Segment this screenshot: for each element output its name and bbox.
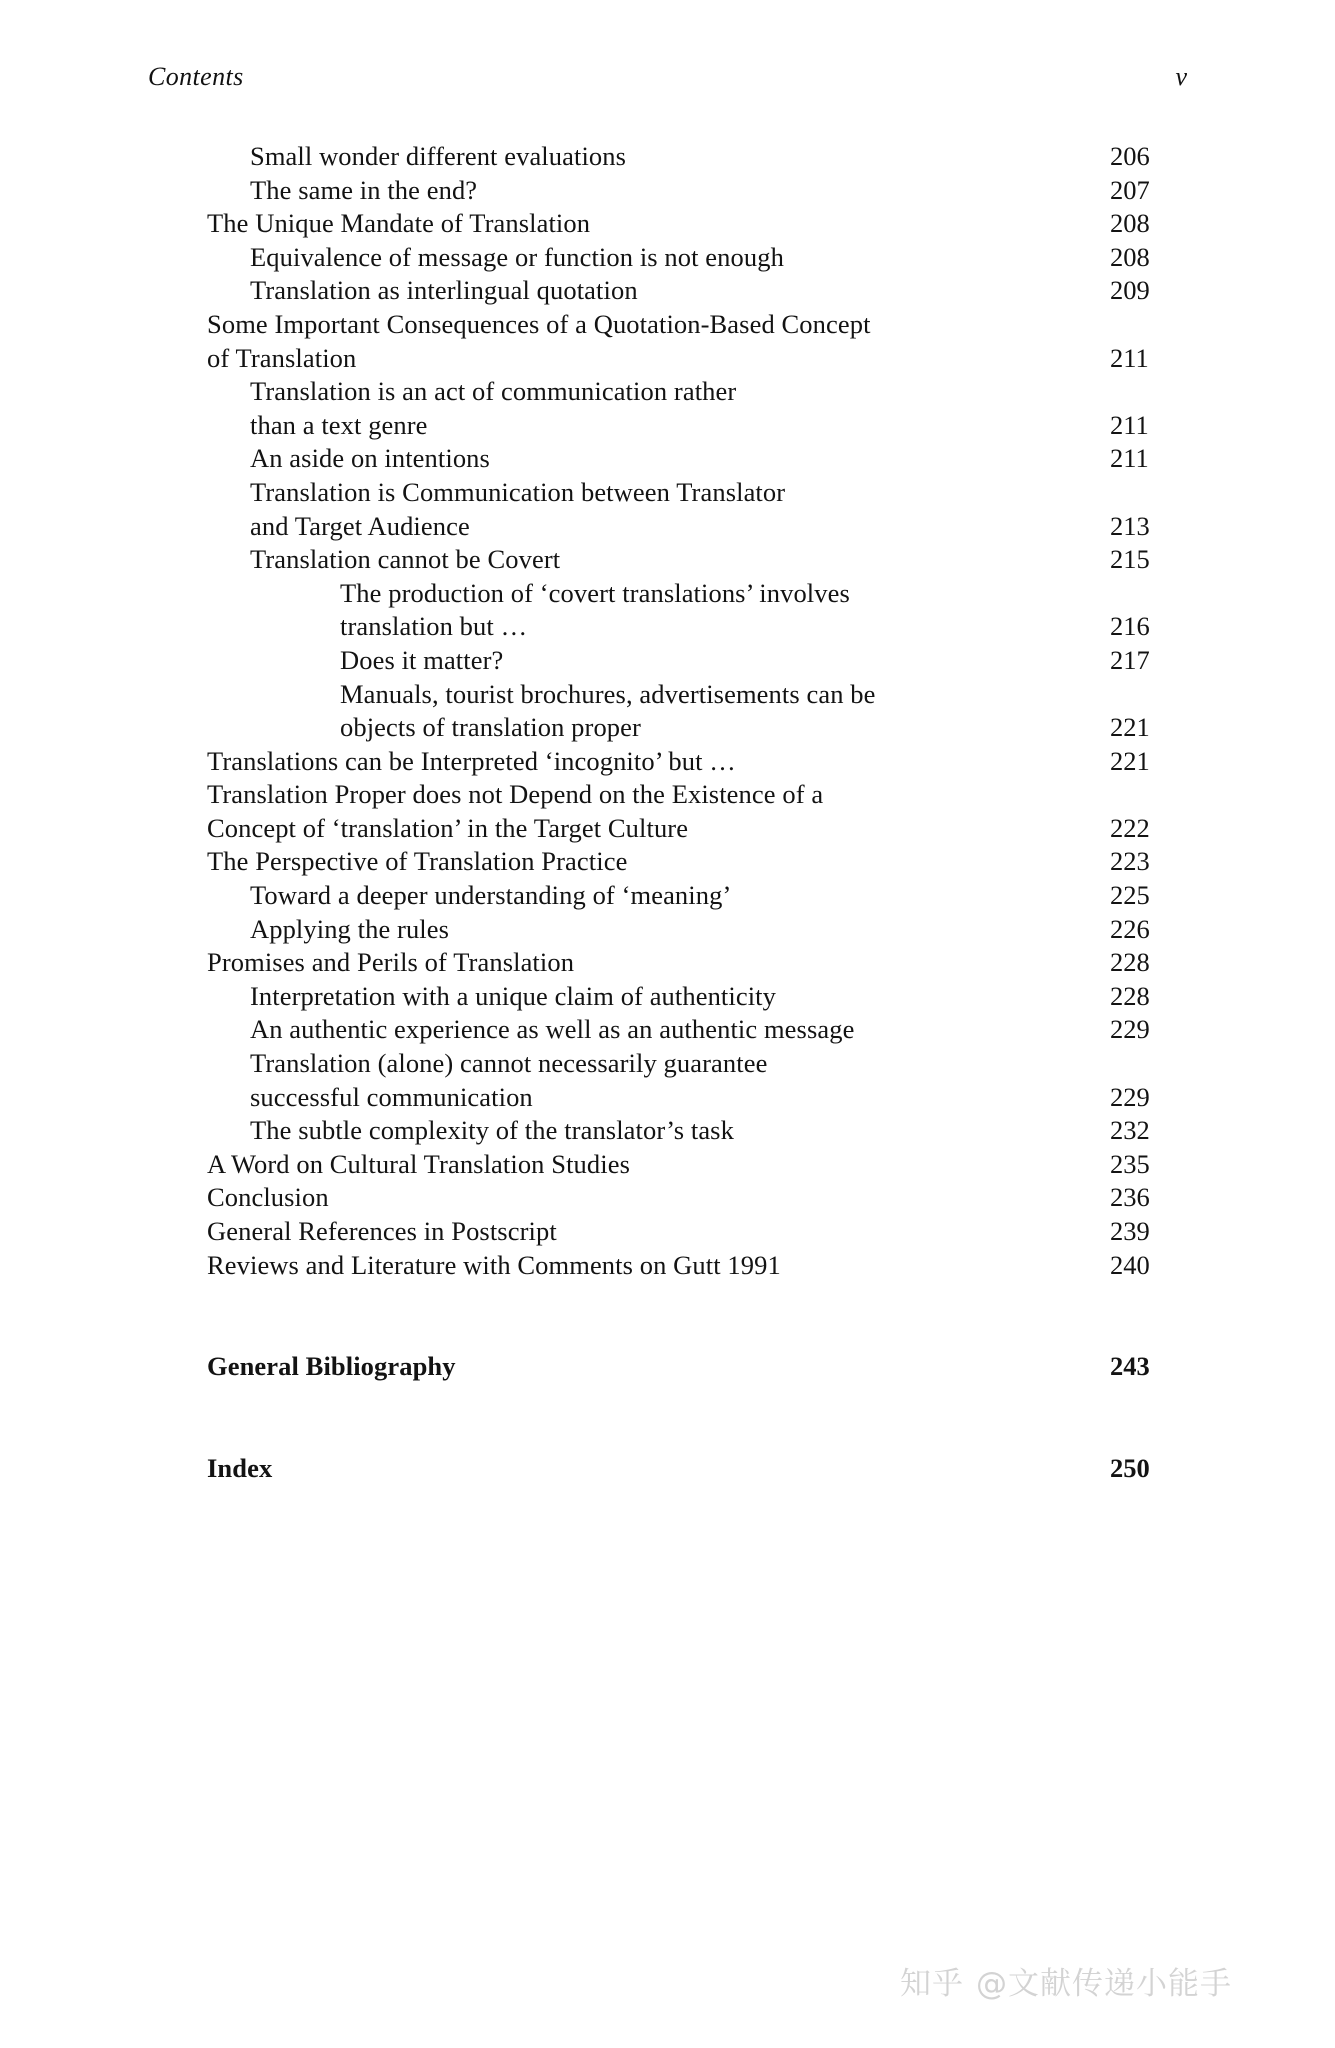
toc-entry-page-number: 229: [1110, 1014, 1150, 1045]
toc-entry-label: Some Important Consequences of a Quotation-Based Concept: [207, 308, 871, 339]
toc-entry-page-number: 217: [1110, 644, 1150, 675]
toc-entry-label: Promises and Perils of Translation: [207, 947, 575, 978]
toc-entry-label: The Unique Mandate of Translation: [207, 208, 591, 239]
toc-entry: [0, 409, 1335, 443]
toc-entry-label: The Perspective of Translation Practice: [207, 846, 628, 877]
toc-entry-page-number: 222: [1110, 812, 1150, 843]
toc-entry: [0, 1148, 1335, 1182]
toc-entry-label: Applying the rules: [250, 913, 450, 944]
toc-entry: [0, 1181, 1335, 1215]
toc-entry-label: Translations can be Interpreted ‘incognito’ but …: [207, 745, 736, 776]
toc-entry-page-number: 228: [1110, 947, 1150, 978]
toc-entry-page-number: 213: [1110, 510, 1150, 541]
toc-entry-page-number: 209: [1110, 275, 1150, 306]
toc-entry: [0, 946, 1335, 980]
toc-entry-label: Concept of ‘translation’ in the Target Culture: [207, 812, 689, 843]
running-head: [148, 62, 1187, 102]
toc-spacer: [0, 1282, 1335, 1350]
toc-entry-page-number: 226: [1110, 913, 1150, 944]
zhihu-logo: 知乎: [900, 1966, 964, 2002]
toc-entry: [0, 342, 1335, 376]
toc-entry-label: Translation is Communication between Translator: [250, 476, 786, 507]
toc-entry: [0, 476, 1335, 510]
toc-entry-page-number: 208: [1110, 241, 1150, 272]
toc-entry: [0, 711, 1335, 745]
toc-entry: [0, 845, 1335, 879]
toc-entry: [0, 1047, 1335, 1081]
toc-entry: [0, 879, 1335, 913]
toc-entry-label: successful communication: [250, 1081, 533, 1112]
toc-entry-page-number: 221: [1110, 712, 1150, 743]
toc-entry-label: and Target Audience: [250, 510, 470, 541]
toc-entry-label: Small wonder different evaluations: [250, 141, 627, 171]
toc-entry-page-number: 215: [1110, 544, 1150, 575]
toc-entry: [0, 610, 1335, 644]
toc-entry-label: General References in Postscript: [207, 1216, 557, 1246]
toc-entry-label: An authentic experience as well as an authentic message: [250, 1014, 855, 1045]
toc-entry-page-number: 228: [1110, 980, 1150, 1011]
toc-entry-label: of Translation: [207, 342, 357, 373]
toc-entry: [0, 207, 1335, 241]
toc-entry-page-number: 207: [1110, 174, 1150, 205]
toc-entry-label: Index: [207, 1452, 273, 1483]
toc-entry-page-number: 216: [1110, 611, 1150, 642]
toc-entry-page-number: 239: [1110, 1216, 1150, 1246]
toc-entry-label: The same in the end?: [250, 174, 478, 205]
toc-entry-label: The subtle complexity of the translator’s task: [250, 1115, 734, 1146]
running-head-title: Contents: [148, 62, 244, 91]
toc-entry-page-number: 232: [1110, 1115, 1150, 1146]
toc-entry: [0, 644, 1335, 678]
running-head-folio: v: [1175, 62, 1187, 91]
toc-entry-label: General Bibliography: [207, 1351, 456, 1382]
toc-entry-page-number: 236: [1110, 1182, 1150, 1213]
toc-entry: [0, 510, 1335, 544]
toc-entry: [0, 1114, 1335, 1148]
toc-entry-label: Manuals, tourist brochures, advertisements can be: [340, 678, 876, 709]
toc-entry-label: Reviews and Literature with Comments on Gutt 1991: [207, 1249, 781, 1280]
toc-entry: [0, 1249, 1335, 1283]
toc-entry-label: translation but …: [340, 611, 528, 642]
toc-entry-label: objects of translation proper: [340, 712, 641, 743]
toc-entry-label: Interpretation with a unique claim of authenticity: [250, 980, 776, 1011]
toc-entry-label: Conclusion: [207, 1182, 329, 1213]
toc-spacer: [0, 1384, 1335, 1452]
toc-entry-page-number: 235: [1110, 1148, 1150, 1179]
toc-entry: [0, 375, 1335, 409]
zhihu-watermark: [900, 1958, 1232, 2003]
toc-entry-page-number: 240: [1110, 1249, 1150, 1280]
toc-entry: [0, 274, 1335, 308]
toc-entry-page-number: 243: [1110, 1351, 1150, 1382]
toc-entry: [0, 174, 1335, 208]
toc-entry-page-number: 250: [1110, 1452, 1150, 1483]
toc-entry-page-number: 208: [1110, 208, 1150, 239]
table-of-contents: [0, 140, 1335, 1485]
toc-entry: [0, 1013, 1335, 1047]
toc-entry-page-number: 223: [1110, 846, 1150, 877]
toc-entry-label: An aside on intentions: [250, 443, 490, 474]
toc-entry: [0, 543, 1335, 577]
toc-entry-label: Toward a deeper understanding of ‘meaning’: [250, 880, 732, 911]
toc-entry: [0, 980, 1335, 1014]
toc-entry-label: Translation cannot be Covert: [250, 544, 561, 575]
toc-entry-label: than a text genre: [250, 409, 428, 440]
toc-entry: [0, 577, 1335, 611]
zhihu-handle: @文献传递小能手: [976, 1966, 1232, 2002]
toc-entry-label: Translation Proper does not Depend on the Existence of a: [207, 779, 824, 810]
toc-entry-page-number: 225: [1110, 880, 1150, 911]
toc-entry-label: Translation is an act of communication rather: [250, 376, 737, 407]
toc-entry-label: Equivalence of message or function is not enough: [250, 241, 784, 272]
toc-entry: [0, 1452, 1335, 1486]
toc-entry-label: Translation (alone) cannot necessarily guarantee: [250, 1048, 768, 1079]
toc-entry: [0, 812, 1335, 846]
toc-entry: [0, 442, 1335, 476]
toc-entry-page-number: 229: [1110, 1081, 1150, 1112]
toc-entry: [0, 678, 1335, 712]
toc-entry: [0, 241, 1335, 275]
toc-entry: [0, 745, 1335, 779]
toc-entry: [0, 1215, 1335, 1249]
toc-entry: [0, 308, 1335, 342]
toc-entry: [0, 1350, 1335, 1384]
toc-entry-page-number: 206: [1110, 141, 1150, 171]
toc-entry: [0, 913, 1335, 947]
toc-entry-page-number: 221: [1110, 745, 1150, 776]
toc-entry: [0, 140, 1335, 174]
toc-entry: [0, 1081, 1335, 1115]
toc-entry-page-number: 211: [1110, 342, 1149, 373]
toc-entry-label: A Word on Cultural Translation Studies: [207, 1148, 630, 1179]
toc-entry-page-number: 211: [1110, 409, 1149, 440]
toc-entry-label: Translation as interlingual quotation: [250, 275, 638, 306]
toc-entry-page-number: 211: [1110, 443, 1149, 474]
toc-entry-label: Does it matter?: [340, 644, 504, 675]
toc-entry-label: The production of ‘covert translations’ involves: [340, 577, 850, 608]
toc-entry: [0, 778, 1335, 812]
